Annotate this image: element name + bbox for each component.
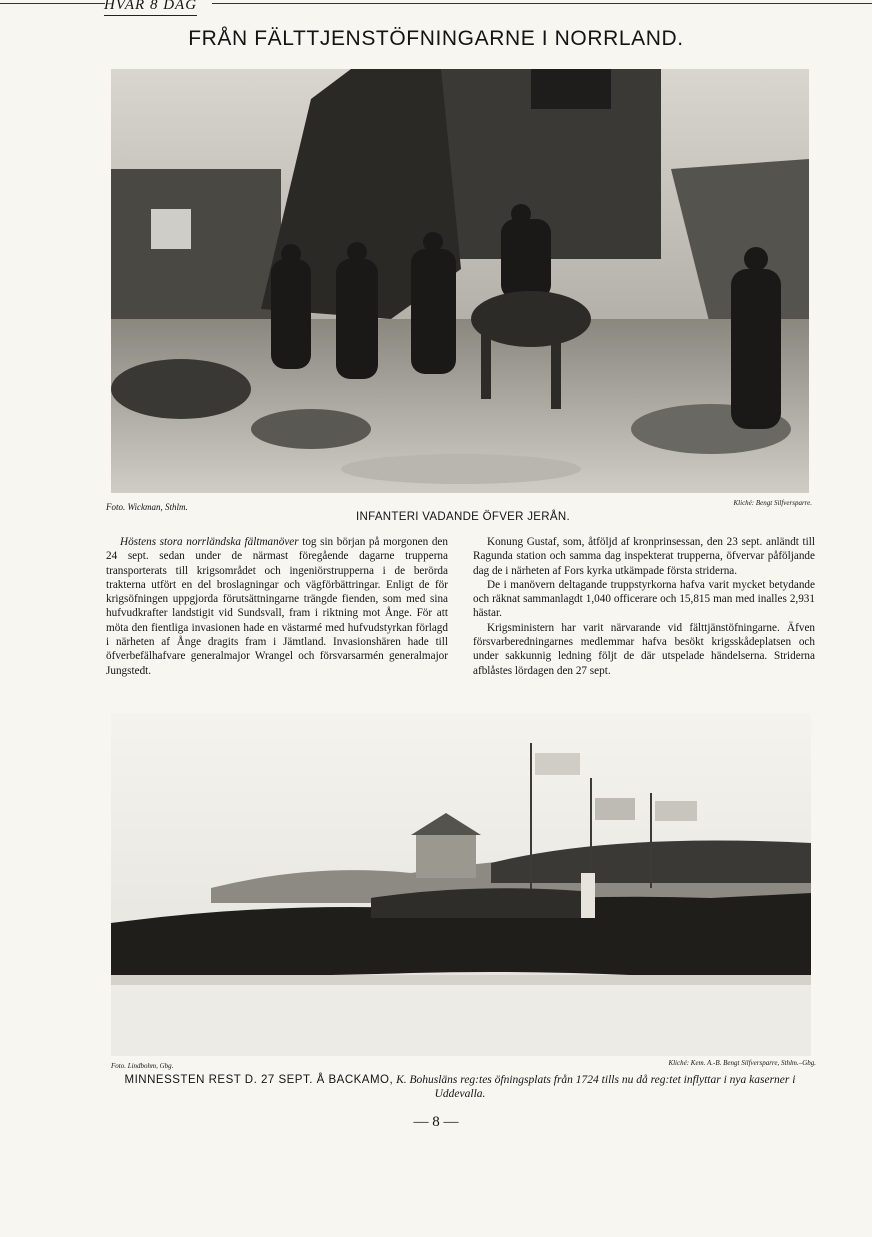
- photo-backamo-memorial-image: [111, 713, 811, 1056]
- photo1-caption: INFANTERI VADANDE ÖFVER JERÅN.: [356, 511, 570, 523]
- header-rule-right: [212, 3, 872, 4]
- photo-infantry-wading: [111, 69, 809, 493]
- page-title: FRÅN FÄLTTJENSTÖFNINGARNE I NORRLAND.: [188, 27, 684, 50]
- article-paragraph: De i manövern deltagande truppstyrkorna hafva varit mycket betydande och räknat sammanlagdt 1,040 officerare och 15,815 man med inalles 2,931 hästar.: [473, 578, 815, 620]
- photo-backamo-memorial: [111, 713, 811, 1056]
- photo2-credit-right: Kliché: Kem. A.-B. Bengt Silfversparre, Sthlm.–Gbg.: [668, 1059, 816, 1067]
- photo2-caption-title: MINNESSTEN REST D. 27 SEPT. Å BACKAMO,: [124, 1074, 394, 1086]
- article-paragraph: Krigsministern har varit närvarande vid fälttjänstöfningarne. Äfven försvarberedningarnes medlemmar hafva besökt krigsskådeplatsen och under sakkunnig ledning följt de där utspelade händelserna. Striderna afblåstes lördagen den 27 sept.: [473, 621, 815, 677]
- photo2-caption: [104, 1073, 816, 1101]
- article-lead: Höstens stora norrländska fältmanöver: [120, 536, 299, 548]
- page-number: — 8 —: [413, 1114, 459, 1130]
- article-paragraph: [106, 535, 448, 678]
- article-column-right: [473, 535, 815, 678]
- photo2-credit-left: Foto. Lindbohm, Gbg.: [111, 1062, 174, 1070]
- masthead: HVAR 8 DAG: [104, 0, 197, 16]
- article-column-left: [106, 535, 448, 678]
- photo-infantry-wading-image: [111, 69, 809, 493]
- photo1-credit-right: Kliché: Bengt Silfversparre.: [733, 499, 812, 507]
- photo2-caption-italic: K. Bohusläns reg:tes öfningsplats från 1724 tills nu då reg:tet inflyttar i nya kaserner i Uddevalla.: [396, 1074, 796, 1100]
- article-paragraph-text: tog sin början på morgonen den 24 sept. sedan under de närmast föregående dagarne trupperna transporterats till krigsområdet och ingeniörstrupperna i de berörda trakterna utfört en del broslagningar och vägförbättringar. Enligt de för krigsöfningen uppgjorda förutsättningarne trängde fienden, som med sina hufvudkrafter landstigit vid Sundsvall, fram i riktning mot Ånge. För att möta den fientliga invasionen hade en västarmé med hufvudstyrkan förlagd i närheten af Ånge dragits fram i Jämtland. Invasionshären hade till öfverbefälhafvare generalmajor Wrangel och försvarsarmén generalmajor Jungstedt.: [106, 536, 448, 677]
- photo1-credit-left: Foto. Wickman, Sthlm.: [106, 502, 188, 512]
- header-rule-left: [0, 3, 105, 4]
- article-paragraph: Konung Gustaf, som, åtföljd af kronprinsessan, den 23 sept. anländt till Ragunda station och samma dag inspekterat trupperna, öfvervar påföljande dag de i närheten af Fors kyrka utkämpade första striderna.: [473, 536, 815, 577]
